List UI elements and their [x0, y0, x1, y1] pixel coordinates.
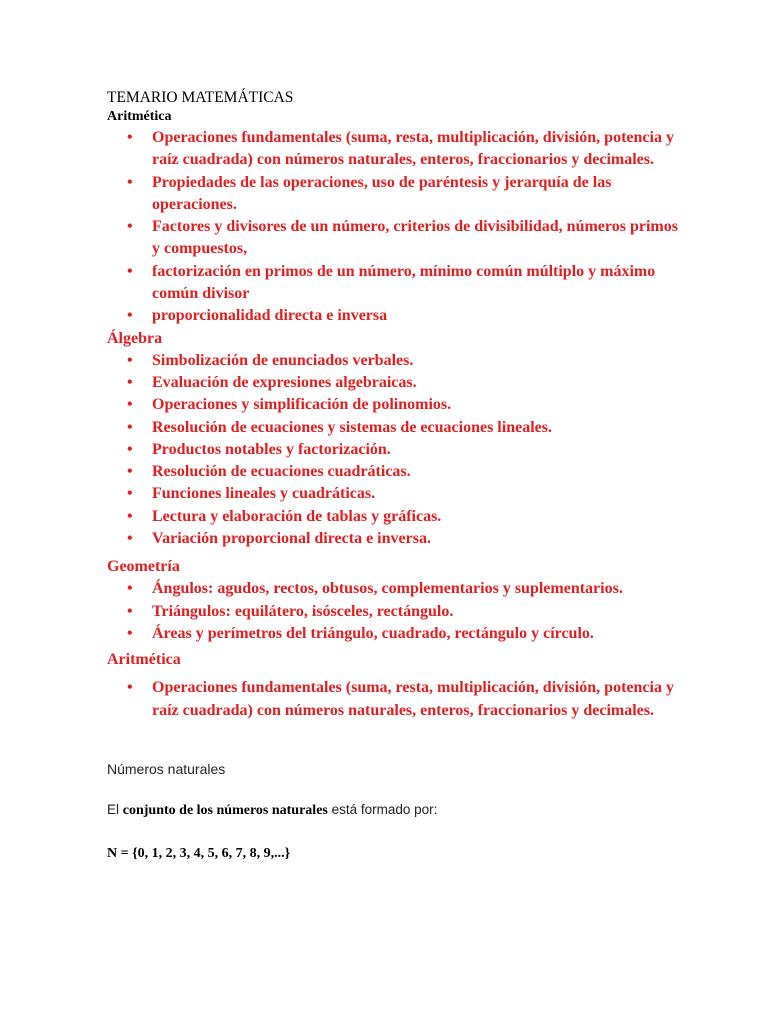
- list-item: • Simbolización de enunciados verbales.: [152, 350, 687, 372]
- list-item: • Operaciones y simplificación de polinomios.: [152, 394, 687, 416]
- list-item: • Factores y divisores de un número, criterios de divisibilidad, números primos y compuestos,: [152, 216, 687, 261]
- list-item: • Ángulos: agudos, rectos, obtusos, complementarios y suplementarios.: [152, 578, 687, 600]
- section-heading-aritmetica: Aritmética: [107, 651, 181, 669]
- list-item: • Triángulos: equilátero, isósceles, rectángulo.: [152, 601, 687, 623]
- list-item: • Evaluación de expresiones algebraicas.: [152, 372, 687, 394]
- section-heading-algebra: Álgebra: [107, 329, 163, 347]
- section-heading-geometria: Geometría: [107, 558, 180, 576]
- list-item: • Resolución de ecuaciones y sistemas de ecuaciones lineales.: [152, 417, 687, 439]
- conjunto-suffix: está formado por:: [327, 801, 438, 817]
- conjunto-sentence: [107, 802, 687, 819]
- set-notation: N = {0, 1, 2, 3, 4, 5, 6, 7, 8, 9,...}: [107, 845, 291, 861]
- aritmetica-list: [107, 127, 687, 328]
- numeros-naturales-heading: Números naturales: [107, 760, 226, 777]
- document-page: [107, 88, 687, 876]
- list-item: • Funciones lineales y cuadráticas.: [152, 483, 687, 505]
- list-item: • Productos notables y factorización.: [152, 439, 687, 461]
- list-item: • Áreas y perímetros del triángulo, cuadrado, rectángulo y círculo.: [152, 623, 687, 645]
- list-item: • Propiedades de las operaciones, uso de paréntesis y jerarquía de las operaciones.: [152, 172, 687, 217]
- list-item: • Variación proporcional directa e inversa.: [152, 528, 687, 550]
- document-title: TEMARIO MATEMÁTICAS: [107, 89, 294, 106]
- algebra-list: [107, 350, 687, 551]
- first-subheading-aritmetica: Aritmética: [107, 109, 172, 124]
- conjunto-bold-term: conjunto de los números naturales: [122, 802, 328, 818]
- list-item: • proporcionalidad directa e inversa: [152, 305, 687, 327]
- list-item: • factorización en primos de un número, mínimo común múltiplo y máximo común divisor: [152, 261, 687, 306]
- list-item: • Operaciones fundamentales (suma, resta, multiplicación, división, potencia y raíz cuadrada) con números naturales, enteros, fraccionarios y decimales.: [152, 127, 687, 172]
- list-item: • Operaciones fundamentales (suma, resta, multiplicación, división, potencia y raíz cuadrada) con números naturales, enteros, fraccionarios y decimales.: [152, 677, 687, 722]
- aritmetica2-list: [107, 677, 687, 722]
- conjunto-prefix: El: [107, 801, 123, 817]
- geometria-list: [107, 578, 687, 645]
- list-item: • Lectura y elaboración de tablas y gráficas.: [152, 506, 687, 528]
- list-item: • Resolución de ecuaciones cuadráticas.: [152, 461, 687, 483]
